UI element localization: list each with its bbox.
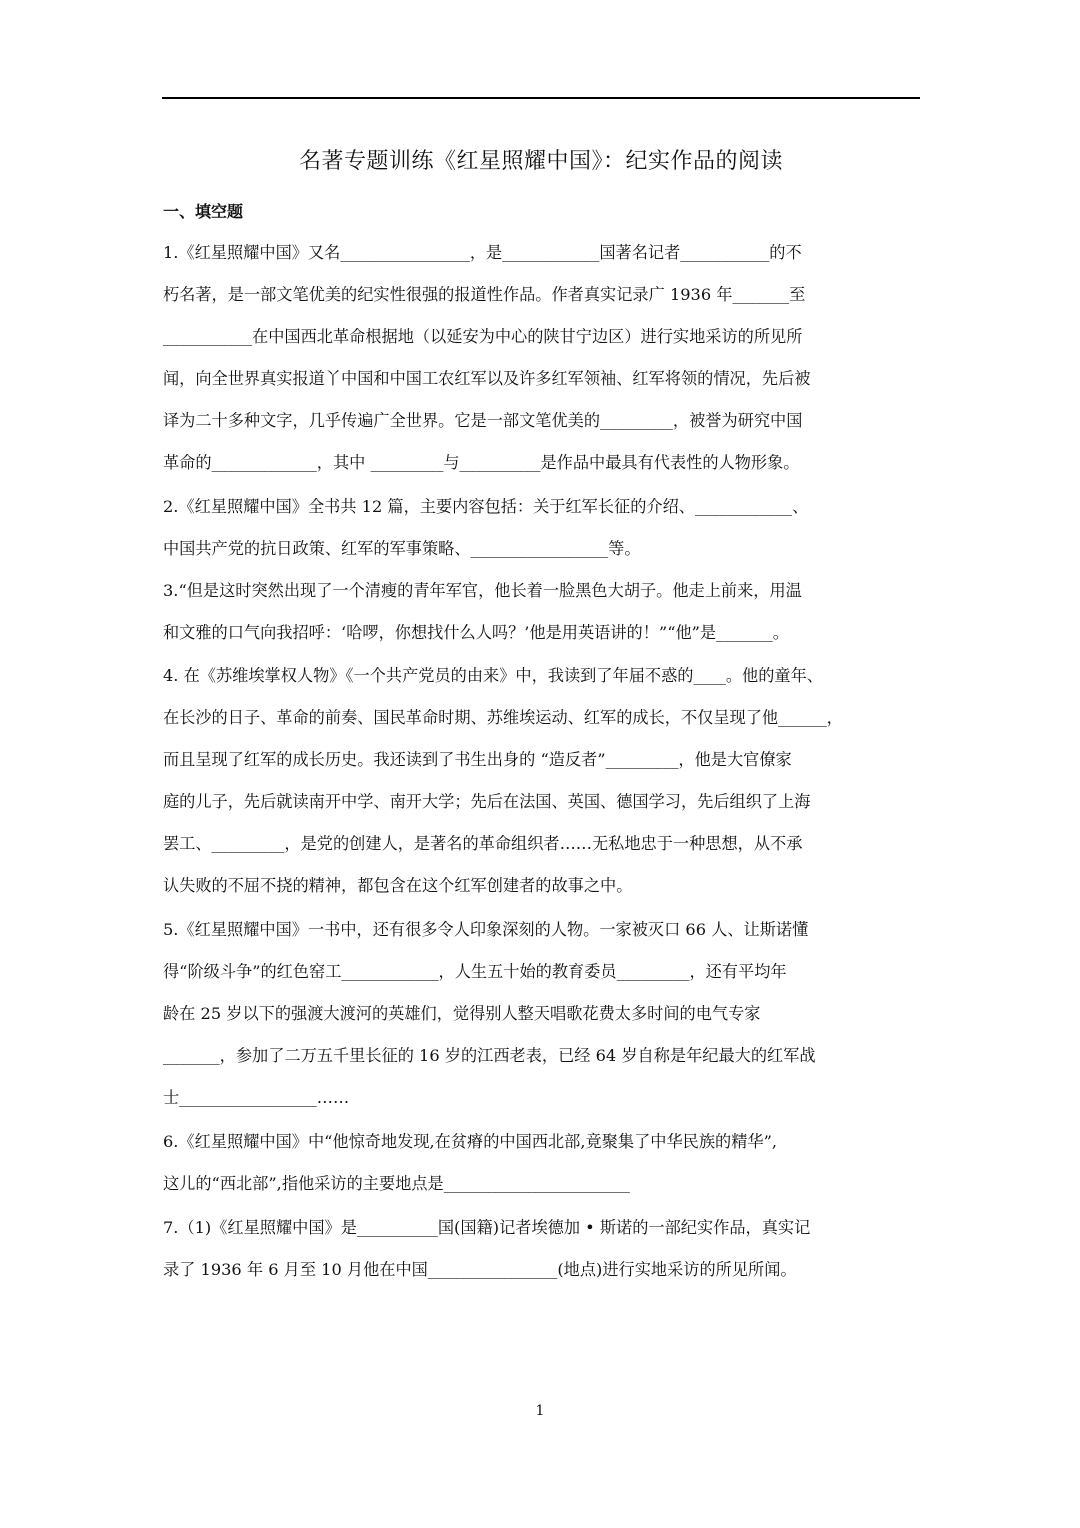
text-line: 和文雅的口气向我招呼：‘哈啰，你想找什么人吗？’他是用英语讲的！”“他”是_______。 bbox=[163, 623, 789, 642]
text-line: 6.《红星照耀中国》中“他惊奇地发现,在贫瘠的中国西北部,竟聚集了中华民族的精华”, bbox=[163, 1132, 777, 1151]
text-line: 闻，向全世界真实报道丫中国和中国工农红军以及许多红军领袖、红军将领的情况，先后被 bbox=[163, 369, 811, 388]
text-line: 录了 1936 年 6 月至 10 月他在中国________________(地点)进行实地采访的所见所闻。 bbox=[163, 1260, 797, 1279]
text-line: 3.“但是这时突然出现了一个清瘦的青年军官，他长着一脸黑色大胡子。他走上前来，用温 bbox=[163, 581, 802, 600]
text-line: 7.（1)《红星照耀中国》是__________国(国籍)记者埃德加 • 斯诺的一部纪实作品，真实记 bbox=[163, 1218, 811, 1237]
text-line: ___________在中国西北革命根据地（以延安为中心的陕甘宁边区）进行实地采访的所见所 bbox=[163, 327, 803, 346]
text-line: 认失败的不屈不挠的精神，都包含在这个红军创建者的故事之中。 bbox=[163, 876, 633, 895]
section-heading: 一、填空题 bbox=[163, 202, 244, 221]
text-line: 朽名著，是一部文笔优美的纪实性很强的报道性作品。作者真实记录广 1936 年_______至 bbox=[163, 285, 806, 304]
text-line: 龄在 25 岁以下的强渡大渡河的英雄们，觉得别人整天唱歌花费太多时间的电气专家 bbox=[163, 1004, 761, 1023]
text-line: 2.《红星照耀中国》全书共 12 篇，主要内容包括：关于红军长征的介绍、____________、 bbox=[163, 497, 809, 516]
text-line: 1.《红星照耀中国》又名________________，是____________国著名记者___________的不 bbox=[163, 243, 802, 262]
text-line: 译为二十多种文字，几乎传遍广全世界。它是一部文笔优美的_________，被誉为研究中国 bbox=[163, 411, 803, 430]
text-line: 革命的_____________，其中 _________与__________是作品中最具有代表性的人物形象。 bbox=[163, 453, 800, 472]
text-line: 5.《红星照耀中国》一书中，还有很多令人印象深刻的人物。一家被灭口 66 人、让斯诺懂 bbox=[163, 920, 809, 939]
text-line: 庭的儿子，先后就读南开中学、南开大学；先后在法国、英国、德国学习，先后组织了上海 bbox=[163, 792, 811, 811]
text-line: 而且呈现了红军的成长历史。我还读到了书生出身的 “造反者”_________，他是大官僚家 bbox=[163, 750, 792, 769]
header-rule bbox=[162, 97, 920, 99]
text-line: 中国共产党的抗日政策、红军的军事策略、_________________等。 bbox=[163, 539, 641, 558]
page-number: 1 bbox=[535, 1403, 545, 1419]
text-line: 4. 在《苏维埃掌权人物》《一个共产党员的由来》中，我读到了年届不惑的____。他的童年、 bbox=[163, 666, 823, 685]
text-line: 士_________________…… bbox=[163, 1088, 350, 1107]
text-line: 得“阶级斗争”的红色窑工____________，人生五十始的教育委员_________，还有平均年 bbox=[163, 962, 787, 981]
text-line: 罢工、_________，是党的创建人，是著名的革命组织者……无私地忠于一种思想，从不承 bbox=[163, 834, 803, 853]
text-line: 这儿的“西北部”,指他采访的主要地点是_______________________ bbox=[163, 1174, 630, 1193]
text-line: 在长沙的日子、革命的前奏、国民革命时期、苏维埃运动、红军的成长，不仅呈现了他______， bbox=[163, 708, 843, 727]
page-title: 名著专题训练《红星照耀中国》：纪实作品的阅读 bbox=[298, 149, 783, 174]
text-line: _______，参加了二万五千里长征的 16 岁的江西老表，已经 64 岁自称是年纪最大的红军战 bbox=[163, 1046, 816, 1065]
